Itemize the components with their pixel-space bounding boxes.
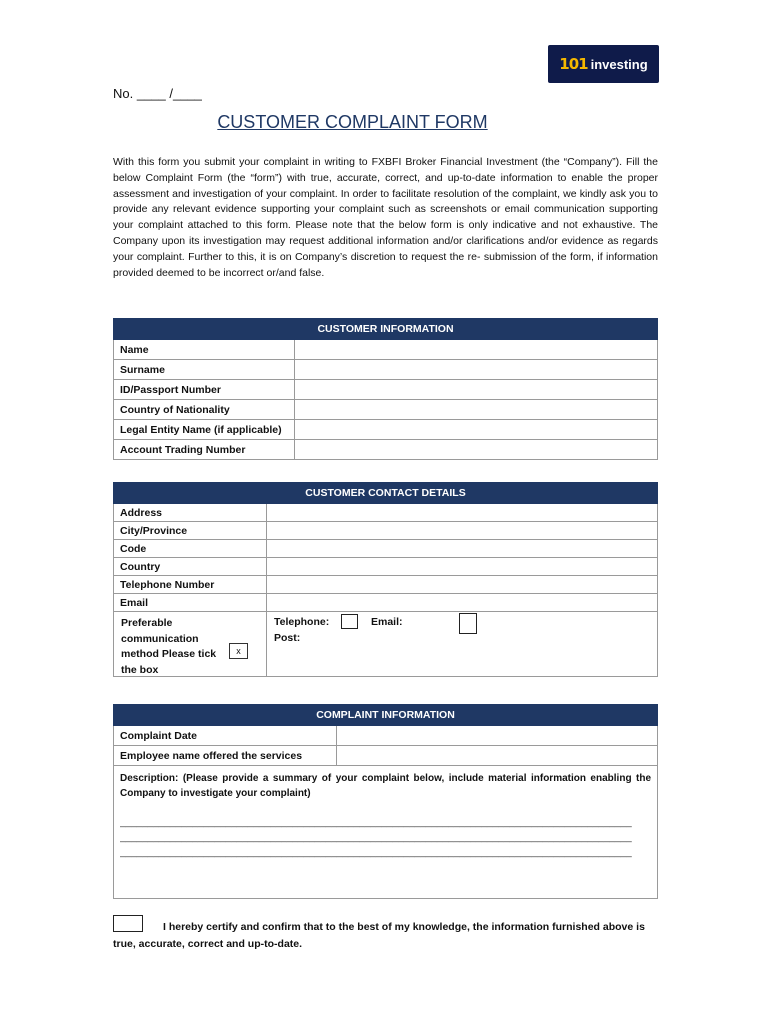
field-label: Address	[114, 504, 267, 522]
field-label: Employee name offered the services	[114, 746, 337, 766]
surname-field[interactable]	[295, 360, 658, 380]
table-row	[114, 612, 658, 677]
city-field[interactable]	[267, 522, 658, 540]
description-field[interactable]	[114, 766, 658, 899]
table-row	[114, 400, 658, 420]
legal-entity-field[interactable]	[295, 420, 658, 440]
intro-paragraph: With this form you submit your complaint in writing to FXBFI Broker Financial Investment (the “Company”). Fill the below Complaint Form (the “form”) with true, accurate, correct, and up-to-date information to enable the proper assessment and investigation of your complaint. In order to facilitate resolution of the complaint, we kindly ask you to provide any relevant evidence supporting your complaint such as screenshots or email communication supporting your complaint attached to this form. Please note that the below form is only indicative and not exhaustive. The Company upon its investigation may request additional information and/or clarifications and/or evidence as regards your complaint. Further to this, it is on Company’s discretion to request the re- submission of the form, if information provided deemed to be incorrect or/and false.	[113, 156, 658, 279]
field-label: Legal Entity Name (if applicable)	[114, 420, 295, 440]
customer-information-heading: CUSTOMER INFORMATION	[114, 319, 658, 340]
table-row	[114, 360, 658, 380]
country-field[interactable]	[267, 558, 658, 576]
description-title: Description:	[120, 773, 179, 784]
id-passport-field[interactable]	[295, 380, 658, 400]
telephone-checkbox[interactable]	[341, 614, 358, 629]
nationality-field[interactable]	[295, 400, 658, 420]
logo-text: investing	[590, 56, 648, 72]
table-row	[114, 746, 658, 766]
employee-name-field[interactable]	[337, 746, 658, 766]
reference-number: No. ____ /____	[113, 86, 202, 101]
address-field[interactable]	[267, 504, 658, 522]
telephone-option-label: Telephone:	[274, 616, 330, 628]
logo-mark: 101	[559, 55, 588, 73]
description-lines	[120, 815, 651, 860]
table-row	[114, 340, 658, 360]
table-row	[114, 522, 658, 540]
description-line: ____________________________________________________________________________________________	[120, 817, 632, 828]
account-number-field[interactable]	[295, 440, 658, 460]
field-label: Country of Nationality	[114, 400, 295, 420]
table-row	[114, 504, 658, 522]
post-option-label: Post:	[274, 632, 301, 644]
field-label: Complaint Date	[114, 726, 337, 746]
field-label: Surname	[114, 360, 295, 380]
company-logo	[548, 45, 659, 83]
complaint-information-table	[113, 704, 658, 899]
preferable-method-cell	[114, 612, 267, 677]
code-field[interactable]	[267, 540, 658, 558]
table-row	[114, 594, 658, 612]
contact-details-table	[113, 482, 658, 677]
table-row	[114, 440, 658, 460]
field-label: Telephone Number	[114, 576, 267, 594]
email-option-label: Email:	[371, 616, 403, 628]
field-label: Code	[114, 540, 267, 558]
name-field[interactable]	[295, 340, 658, 360]
email-checkbox[interactable]	[459, 613, 477, 634]
description-line: ____________________________________________________________________________________________	[120, 832, 632, 843]
table-row	[114, 766, 658, 899]
page-title: CUSTOMER COMPLAINT FORM	[217, 112, 488, 132]
certification-statement: I hereby certify and confirm that to the best of my knowledge, the information furnished above is true, accurate, correct and up-to-date.	[113, 921, 645, 950]
table-row	[114, 726, 658, 746]
preferable-checkbox[interactable]: x	[229, 643, 248, 659]
complaint-date-field[interactable]	[337, 726, 658, 746]
method-options-cell	[267, 612, 658, 677]
complaint-information-heading: COMPLAINT INFORMATION	[114, 705, 658, 726]
contact-details-heading: CUSTOMER CONTACT DETAILS	[114, 483, 658, 504]
table-row	[114, 420, 658, 440]
field-label: Email	[114, 594, 267, 612]
table-row	[114, 558, 658, 576]
field-label: Country	[114, 558, 267, 576]
table-row	[114, 380, 658, 400]
description-label	[120, 771, 651, 801]
field-label: City/Province	[114, 522, 267, 540]
table-row	[114, 576, 658, 594]
email-field[interactable]	[267, 594, 658, 612]
customer-information-table	[113, 318, 658, 460]
field-label: Name	[114, 340, 295, 360]
description-hint: (Please provide a summary of your complaint below, include material information enabling the Company to investigate your complaint)	[120, 773, 652, 799]
field-label: Account Trading Number	[114, 440, 295, 460]
field-label: ID/Passport Number	[114, 380, 295, 400]
table-row	[114, 540, 658, 558]
telephone-field[interactable]	[267, 576, 658, 594]
preferable-method-label: Preferable communication method Please tick the box	[121, 617, 217, 676]
description-line: ____________________________________________________________________________________________	[120, 847, 632, 858]
